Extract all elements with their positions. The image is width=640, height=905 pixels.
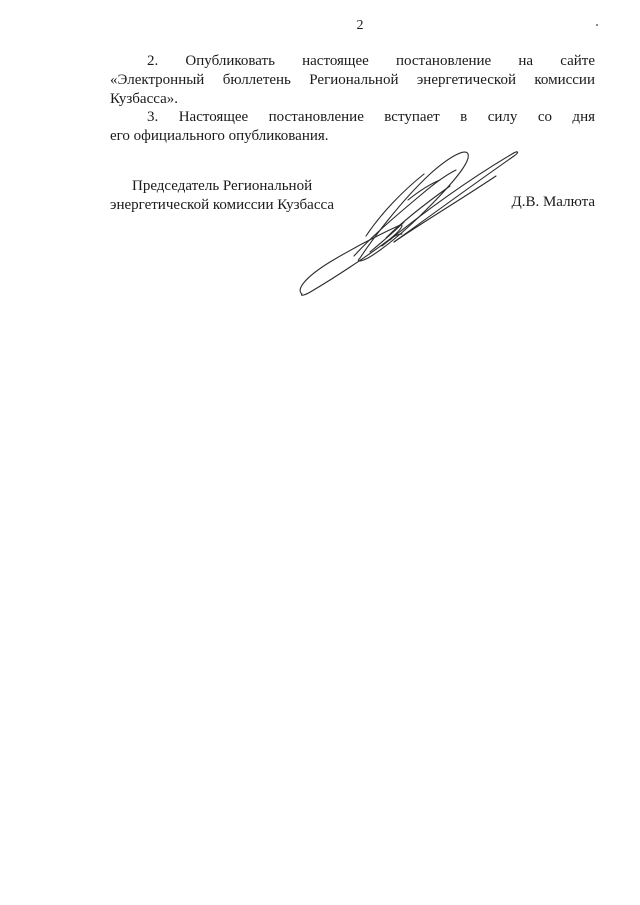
paragraph-publication xyxy=(110,52,595,109)
signatory-title-line: энергетической комиссии Кузбасса xyxy=(110,197,334,213)
page-number: 2 xyxy=(356,18,364,33)
paragraph-line: «Электронный бюллетень Региональной энергетической комиссии xyxy=(110,72,595,88)
paragraph-line: 2. Опубликовать настоящее постановление на сайте xyxy=(147,53,595,69)
signatory-title-line: Председатель Региональной xyxy=(132,178,313,194)
paragraph-line: 3. Настоящее постановление вступает в силу со дня xyxy=(147,109,595,125)
scan-artifact-dot xyxy=(596,24,598,26)
paragraph-line: Кузбасса». xyxy=(110,91,178,107)
handwritten-signature xyxy=(290,140,530,305)
paragraph-line: его официального опубликования. xyxy=(110,128,329,144)
signatory-name: Д.В. Малюта xyxy=(511,194,595,210)
